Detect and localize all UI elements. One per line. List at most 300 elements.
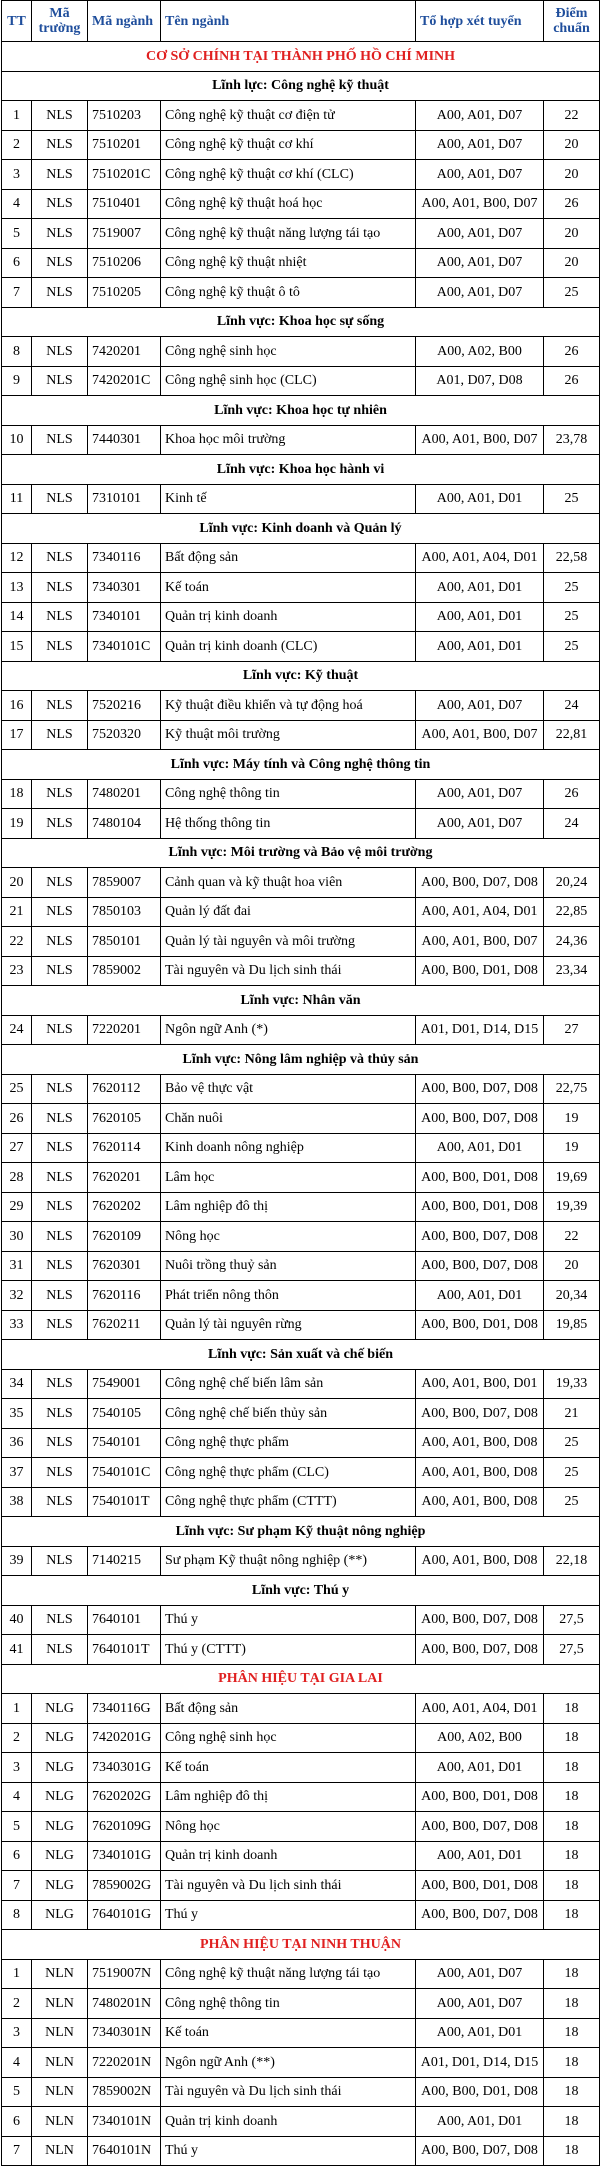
row-to-hop: A00, A01, B00, D08	[416, 1546, 544, 1576]
row-ma-truong: NLS	[32, 366, 88, 396]
row-to-hop: A00, A01, D07	[416, 248, 544, 278]
row-tt: 8	[2, 337, 32, 367]
table-row	[2, 278, 600, 308]
row-ten-nganh: Công nghệ sinh học	[161, 337, 416, 367]
table-row	[2, 956, 600, 986]
row-ma-truong: NLS	[32, 1487, 88, 1517]
row-ten-nganh: Cảnh quan và kỹ thuật hoa viên	[161, 868, 416, 898]
row-to-hop: A00, A01, A04, D01	[416, 543, 544, 573]
row-diem-chuan: 18	[544, 1841, 600, 1871]
field-title: Lĩnh lực: Công nghệ kỹ thuật	[2, 71, 600, 101]
row-diem-chuan: 22,58	[544, 543, 600, 573]
row-to-hop: A00, A01, A04, D01	[416, 1694, 544, 1724]
row-to-hop: A00, B00, D07, D08	[416, 1605, 544, 1635]
row-to-hop: A00, A01, D01	[416, 573, 544, 603]
row-ma-truong: NLG	[32, 1694, 88, 1724]
row-diem-chuan: 25	[544, 1487, 600, 1517]
row-tt: 39	[2, 1546, 32, 1576]
row-ma-truong: NLS	[32, 868, 88, 898]
row-to-hop: A00, B00, D07, D08	[416, 1104, 544, 1134]
row-to-hop: A00, A02, B00	[416, 337, 544, 367]
row-ma-truong: NLS	[32, 809, 88, 839]
row-diem-chuan: 25	[544, 1428, 600, 1458]
row-ten-nganh: Công nghệ kỹ thuật cơ khí (CLC)	[161, 160, 416, 190]
row-to-hop: A00, B00, D07, D08	[416, 1251, 544, 1281]
field-row	[2, 750, 600, 780]
row-ma-truong: NLN	[32, 2077, 88, 2107]
row-tt: 9	[2, 366, 32, 396]
table-row	[2, 1871, 600, 1901]
row-ma-nganh: 7480201	[88, 779, 161, 809]
row-ten-nganh: Bảo vệ thực vật	[161, 1074, 416, 1104]
row-tt: 23	[2, 956, 32, 986]
table-row	[2, 425, 600, 455]
row-to-hop: A00, B00, D07, D08	[416, 1812, 544, 1842]
table-row	[2, 337, 600, 367]
table-row	[2, 1104, 600, 1134]
table-row	[2, 1812, 600, 1842]
row-ten-nganh: Kỹ thuật môi trường	[161, 720, 416, 750]
row-ma-nganh: 7620112	[88, 1074, 161, 1104]
row-ma-nganh: 7620201	[88, 1163, 161, 1193]
row-diem-chuan: 18	[544, 2107, 600, 2137]
row-to-hop: A00, A01, B00, D07	[416, 720, 544, 750]
row-diem-chuan: 19	[544, 1133, 600, 1163]
field-row	[2, 986, 600, 1016]
field-title: Lĩnh vực: Nhân văn	[2, 986, 600, 1016]
row-tt: 5	[2, 219, 32, 249]
row-tt: 34	[2, 1369, 32, 1399]
row-diem-chuan: 20,24	[544, 868, 600, 898]
row-ma-nganh: 7520320	[88, 720, 161, 750]
row-ma-nganh: 7859002N	[88, 2077, 161, 2107]
table-row	[2, 160, 600, 190]
row-ma-truong: NLS	[32, 1369, 88, 1399]
table-row	[2, 1723, 600, 1753]
row-to-hop: A00, A01, D07	[416, 101, 544, 131]
row-tt: 21	[2, 897, 32, 927]
field-row	[2, 307, 600, 337]
header-ten-nganh: Tên ngành	[161, 1, 416, 42]
row-ma-nganh: 7620109G	[88, 1812, 161, 1842]
row-diem-chuan: 19	[544, 1104, 600, 1134]
row-tt: 1	[2, 101, 32, 131]
campus-row	[2, 42, 600, 72]
row-ma-nganh: 7420201C	[88, 366, 161, 396]
row-ten-nganh: Kế toán	[161, 1753, 416, 1783]
row-ten-nganh: Kế toán	[161, 2018, 416, 2048]
row-tt: 4	[2, 1782, 32, 1812]
row-tt: 38	[2, 1487, 32, 1517]
row-ten-nganh: Công nghệ kỹ thuật năng lượng tái tạo	[161, 219, 416, 249]
table-row	[2, 1605, 600, 1635]
field-row	[2, 661, 600, 691]
row-ma-truong: NLS	[32, 1222, 88, 1252]
row-to-hop: A00, A01, D01	[416, 484, 544, 514]
row-tt: 28	[2, 1163, 32, 1193]
campus-row	[2, 1664, 600, 1694]
field-title: Lĩnh vực: Khoa học sự sống	[2, 307, 600, 337]
row-ma-truong: NLG	[32, 1753, 88, 1783]
row-ma-nganh: 7510206	[88, 248, 161, 278]
row-ma-truong: NLG	[32, 1900, 88, 1930]
row-diem-chuan: 18	[544, 1959, 600, 1989]
row-ma-nganh: 7540105	[88, 1399, 161, 1429]
row-tt: 29	[2, 1192, 32, 1222]
row-ma-nganh: 7859007	[88, 868, 161, 898]
row-ma-truong: NLS	[32, 1546, 88, 1576]
row-ten-nganh: Công nghệ thực phẩm (CTTT)	[161, 1487, 416, 1517]
row-tt: 40	[2, 1605, 32, 1635]
header-ma-truong: Mã trường	[32, 1, 88, 42]
row-to-hop: A00, A02, B00	[416, 1723, 544, 1753]
row-diem-chuan: 25	[544, 484, 600, 514]
row-ma-truong: NLS	[32, 1399, 88, 1429]
field-row	[2, 71, 600, 101]
table-row	[2, 1015, 600, 1045]
row-ten-nganh: Công nghệ sinh học	[161, 1723, 416, 1753]
row-tt: 16	[2, 691, 32, 721]
row-ma-nganh: 7480104	[88, 809, 161, 839]
row-ma-truong: NLG	[32, 1812, 88, 1842]
row-ma-truong: NLS	[32, 1428, 88, 1458]
row-ten-nganh: Lâm nghiệp đô thị	[161, 1192, 416, 1222]
row-ten-nganh: Nuôi trồng thuỷ sản	[161, 1251, 416, 1281]
row-ma-truong: NLS	[32, 897, 88, 927]
row-to-hop: A00, B00, D07, D08	[416, 868, 544, 898]
row-tt: 26	[2, 1104, 32, 1134]
row-tt: 35	[2, 1399, 32, 1429]
field-row	[2, 838, 600, 868]
table-row	[2, 543, 600, 573]
row-ma-nganh: 7620202G	[88, 1782, 161, 1812]
row-ma-nganh: 7340116	[88, 543, 161, 573]
row-diem-chuan: 20,34	[544, 1281, 600, 1311]
campus-row	[2, 1930, 600, 1960]
table-row	[2, 1959, 600, 1989]
row-tt: 6	[2, 2107, 32, 2137]
row-ma-truong: NLS	[32, 1163, 88, 1193]
row-to-hop: A00, A01, D01	[416, 1133, 544, 1163]
table-body	[2, 42, 600, 2166]
row-ten-nganh: Tài nguyên và Du lịch sinh thái	[161, 1871, 416, 1901]
row-ma-nganh: 7510205	[88, 278, 161, 308]
row-ma-nganh: 7420201G	[88, 1723, 161, 1753]
row-tt: 5	[2, 2077, 32, 2107]
row-ten-nganh: Kinh doanh nông nghiệp	[161, 1133, 416, 1163]
table-row	[2, 1458, 600, 1488]
table-row	[2, 927, 600, 957]
row-diem-chuan: 23,34	[544, 956, 600, 986]
row-ma-nganh: 7640101G	[88, 1900, 161, 1930]
row-ten-nganh: Hệ thống thông tin	[161, 809, 416, 839]
table-row	[2, 1487, 600, 1517]
row-ma-truong: NLS	[32, 632, 88, 662]
row-ma-nganh: 7310101	[88, 484, 161, 514]
row-ma-nganh: 7440301	[88, 425, 161, 455]
row-diem-chuan: 18	[544, 1900, 600, 1930]
table-row	[2, 1694, 600, 1724]
row-to-hop: A00, B00, D01, D08	[416, 2077, 544, 2107]
field-title: Lĩnh vực: Kỹ thuật	[2, 661, 600, 691]
row-ma-truong: NLS	[32, 1133, 88, 1163]
row-ma-nganh: 7519007N	[88, 1959, 161, 1989]
row-diem-chuan: 25	[544, 602, 600, 632]
row-tt: 2	[2, 130, 32, 160]
row-to-hop: A00, A01, B00, D07	[416, 927, 544, 957]
row-ten-nganh: Nông học	[161, 1222, 416, 1252]
row-ten-nganh: Kế toán	[161, 573, 416, 603]
row-tt: 7	[2, 2136, 32, 2166]
table-row	[2, 1428, 600, 1458]
row-ma-nganh: 7620301	[88, 1251, 161, 1281]
row-ma-nganh: 7620109	[88, 1222, 161, 1252]
row-to-hop: A00, A01, D01	[416, 2107, 544, 2137]
table-row	[2, 1841, 600, 1871]
row-tt: 3	[2, 1753, 32, 1783]
row-ten-nganh: Quản trị kinh doanh	[161, 1841, 416, 1871]
table-row	[2, 130, 600, 160]
row-to-hop: A00, A01, D07	[416, 130, 544, 160]
row-ma-truong: NLN	[32, 1989, 88, 2019]
row-tt: 2	[2, 1989, 32, 2019]
row-to-hop: A00, B00, D07, D08	[416, 1900, 544, 1930]
row-ma-nganh: 7620116	[88, 1281, 161, 1311]
row-ma-nganh: 7640101N	[88, 2136, 161, 2166]
row-tt: 3	[2, 160, 32, 190]
row-tt: 33	[2, 1310, 32, 1340]
row-ma-truong: NLS	[32, 927, 88, 957]
table-row	[2, 101, 600, 131]
table-row	[2, 1900, 600, 1930]
row-ten-nganh: Phát triển nông thôn	[161, 1281, 416, 1311]
table-row	[2, 573, 600, 603]
table-row	[2, 189, 600, 219]
row-ma-truong: NLN	[32, 2048, 88, 2078]
row-tt: 7	[2, 278, 32, 308]
row-ma-truong: NLS	[32, 1074, 88, 1104]
row-to-hop: A00, B00, D01, D08	[416, 1192, 544, 1222]
field-title: Lĩnh vực: Thú y	[2, 1576, 600, 1606]
row-diem-chuan: 27,5	[544, 1605, 600, 1635]
campus-title: PHÂN HIỆU TẠI GIA LAI	[2, 1664, 600, 1694]
table-row	[2, 1310, 600, 1340]
row-to-hop: A00, A01, D07	[416, 779, 544, 809]
row-ma-nganh: 7480201N	[88, 1989, 161, 2019]
row-diem-chuan: 25	[544, 278, 600, 308]
row-ma-nganh: 7859002	[88, 956, 161, 986]
row-ma-nganh: 7340101G	[88, 1841, 161, 1871]
row-to-hop: A00, A01, D01	[416, 602, 544, 632]
row-ma-truong: NLS	[32, 160, 88, 190]
row-ma-truong: NLG	[32, 1723, 88, 1753]
row-diem-chuan: 25	[544, 632, 600, 662]
campus-title: PHÂN HIỆU TẠI NINH THUẬN	[2, 1930, 600, 1960]
row-ma-truong: NLS	[32, 1015, 88, 1045]
field-row	[2, 1045, 600, 1075]
row-to-hop: A00, A01, D01	[416, 632, 544, 662]
field-title: Lĩnh vực: Môi trường và Bảo vệ môi trường	[2, 838, 600, 868]
row-ten-nganh: Ngôn ngữ Anh (**)	[161, 2048, 416, 2078]
row-ten-nganh: Lâm học	[161, 1163, 416, 1193]
table-row	[2, 1074, 600, 1104]
row-ma-truong: NLS	[32, 573, 88, 603]
row-ten-nganh: Bất động sản	[161, 1694, 416, 1724]
row-ten-nganh: Quản trị kinh doanh	[161, 602, 416, 632]
row-diem-chuan: 27,5	[544, 1635, 600, 1665]
row-to-hop: A00, A01, D07	[416, 1959, 544, 1989]
row-diem-chuan: 20	[544, 1251, 600, 1281]
row-ten-nganh: Công nghệ thực phẩm	[161, 1428, 416, 1458]
table-row	[2, 779, 600, 809]
row-ma-nganh: 7220201N	[88, 2048, 161, 2078]
field-row	[2, 1576, 600, 1606]
row-ten-nganh: Thú y	[161, 2136, 416, 2166]
row-ma-truong: NLS	[32, 425, 88, 455]
row-diem-chuan: 23,78	[544, 425, 600, 455]
table-row	[2, 366, 600, 396]
row-ma-nganh: 7340116G	[88, 1694, 161, 1724]
row-ma-nganh: 7620202	[88, 1192, 161, 1222]
row-diem-chuan: 24	[544, 809, 600, 839]
row-ten-nganh: Công nghệ kỹ thuật cơ khí	[161, 130, 416, 160]
row-to-hop: A01, D01, D14, D15	[416, 2048, 544, 2078]
row-diem-chuan: 18	[544, 2077, 600, 2107]
row-to-hop: A00, B00, D01, D08	[416, 956, 544, 986]
field-title: Lĩnh vực: Khoa học tự nhiên	[2, 396, 600, 426]
row-to-hop: A00, B00, D01, D08	[416, 1871, 544, 1901]
row-ma-nganh: 7850103	[88, 897, 161, 927]
row-diem-chuan: 26	[544, 366, 600, 396]
row-ten-nganh: Tài nguyên và Du lịch sinh thái	[161, 956, 416, 986]
row-ma-truong: NLG	[32, 1782, 88, 1812]
row-diem-chuan: 22,75	[544, 1074, 600, 1104]
table-row	[2, 248, 600, 278]
row-ten-nganh: Công nghệ thông tin	[161, 779, 416, 809]
table-row	[2, 897, 600, 927]
row-diem-chuan: 24	[544, 691, 600, 721]
row-ten-nganh: Công nghệ chế biến lâm sản	[161, 1369, 416, 1399]
row-diem-chuan: 19,33	[544, 1369, 600, 1399]
table-row	[2, 1782, 600, 1812]
row-ten-nganh: Công nghệ chế biến thủy sản	[161, 1399, 416, 1429]
row-ma-truong: NLG	[32, 1841, 88, 1871]
row-ma-nganh: 7640101	[88, 1605, 161, 1635]
row-ten-nganh: Công nghệ kỹ thuật nhiệt	[161, 248, 416, 278]
row-ma-nganh: 7510201C	[88, 160, 161, 190]
row-ma-truong: NLS	[32, 956, 88, 986]
field-row	[2, 514, 600, 544]
field-row	[2, 455, 600, 485]
row-to-hop: A00, B00, D07, D08	[416, 1222, 544, 1252]
field-title: Lĩnh vực: Máy tính và Công nghệ thông tin	[2, 750, 600, 780]
row-tt: 25	[2, 1074, 32, 1104]
table-row	[2, 1163, 600, 1193]
row-ten-nganh: Công nghệ kỹ thuật ô tô	[161, 278, 416, 308]
row-ma-nganh: 7510401	[88, 189, 161, 219]
row-tt: 5	[2, 1812, 32, 1842]
row-ma-nganh: 7420201	[88, 337, 161, 367]
row-diem-chuan: 25	[544, 1458, 600, 1488]
row-ten-nganh: Quản trị kinh doanh (CLC)	[161, 632, 416, 662]
row-ma-nganh: 7340101	[88, 602, 161, 632]
row-ten-nganh: Quản trị kinh doanh	[161, 2107, 416, 2137]
row-ma-nganh: 7519007	[88, 219, 161, 249]
row-to-hop: A00, A01, D01	[416, 1281, 544, 1311]
row-diem-chuan: 22	[544, 101, 600, 131]
row-tt: 32	[2, 1281, 32, 1311]
row-ma-truong: NLS	[32, 1635, 88, 1665]
row-ma-truong: NLN	[32, 2136, 88, 2166]
row-ten-nganh: Kỹ thuật điều khiển và tự động hoá	[161, 691, 416, 721]
table-row	[2, 2018, 600, 2048]
row-ten-nganh: Lâm nghiệp đô thị	[161, 1782, 416, 1812]
field-title: Lĩnh vực: Sản xuất và chế biến	[2, 1340, 600, 1370]
row-tt: 4	[2, 2048, 32, 2078]
row-to-hop: A00, B00, D01, D08	[416, 1163, 544, 1193]
row-tt: 27	[2, 1133, 32, 1163]
table-row	[2, 1369, 600, 1399]
row-tt: 15	[2, 632, 32, 662]
table-row	[2, 2048, 600, 2078]
row-ma-truong: NLG	[32, 1871, 88, 1901]
row-to-hop: A00, A01, D07	[416, 1989, 544, 2019]
row-diem-chuan: 18	[544, 2018, 600, 2048]
row-ma-truong: NLN	[32, 1959, 88, 1989]
row-ten-nganh: Tài nguyên và Du lịch sinh thái	[161, 2077, 416, 2107]
table-row	[2, 602, 600, 632]
row-to-hop: A00, A01, D07	[416, 160, 544, 190]
table-row	[2, 1635, 600, 1665]
row-diem-chuan: 22	[544, 1222, 600, 1252]
row-ten-nganh: Nông học	[161, 1812, 416, 1842]
field-row	[2, 1340, 600, 1370]
row-tt: 37	[2, 1458, 32, 1488]
row-ma-truong: NLS	[32, 779, 88, 809]
row-diem-chuan: 26	[544, 779, 600, 809]
row-ma-truong: NLS	[32, 720, 88, 750]
row-ma-nganh: 7510201	[88, 130, 161, 160]
row-diem-chuan: 19,69	[544, 1163, 600, 1193]
row-tt: 2	[2, 1723, 32, 1753]
row-diem-chuan: 26	[544, 189, 600, 219]
campus-title: CƠ SỞ CHÍNH TẠI THÀNH PHỐ HỒ CHÍ MINH	[2, 42, 600, 72]
row-tt: 8	[2, 1900, 32, 1930]
table-row	[2, 1753, 600, 1783]
row-ma-truong: NLS	[32, 248, 88, 278]
table-row	[2, 1399, 600, 1429]
row-tt: 12	[2, 543, 32, 573]
row-diem-chuan: 18	[544, 2136, 600, 2166]
row-diem-chuan: 22,81	[544, 720, 600, 750]
header-tt: TT	[2, 1, 32, 42]
row-to-hop: A00, A01, D07	[416, 809, 544, 839]
row-ma-nganh: 7340101C	[88, 632, 161, 662]
row-diem-chuan: 18	[544, 1812, 600, 1842]
table-row	[2, 2136, 600, 2166]
row-tt: 24	[2, 1015, 32, 1045]
row-tt: 6	[2, 248, 32, 278]
row-ten-nganh: Công nghệ kỹ thuật hoá học	[161, 189, 416, 219]
row-ten-nganh: Công nghệ kỹ thuật cơ điện tử	[161, 101, 416, 131]
row-diem-chuan: 27	[544, 1015, 600, 1045]
row-to-hop: A00, A01, B00, D08	[416, 1487, 544, 1517]
table-row	[2, 2077, 600, 2107]
row-tt: 36	[2, 1428, 32, 1458]
row-ma-truong: NLS	[32, 1104, 88, 1134]
row-ten-nganh: Thú y (CTTT)	[161, 1635, 416, 1665]
row-ten-nganh: Công nghệ kỹ thuật năng lượng tái tạo	[161, 1959, 416, 1989]
